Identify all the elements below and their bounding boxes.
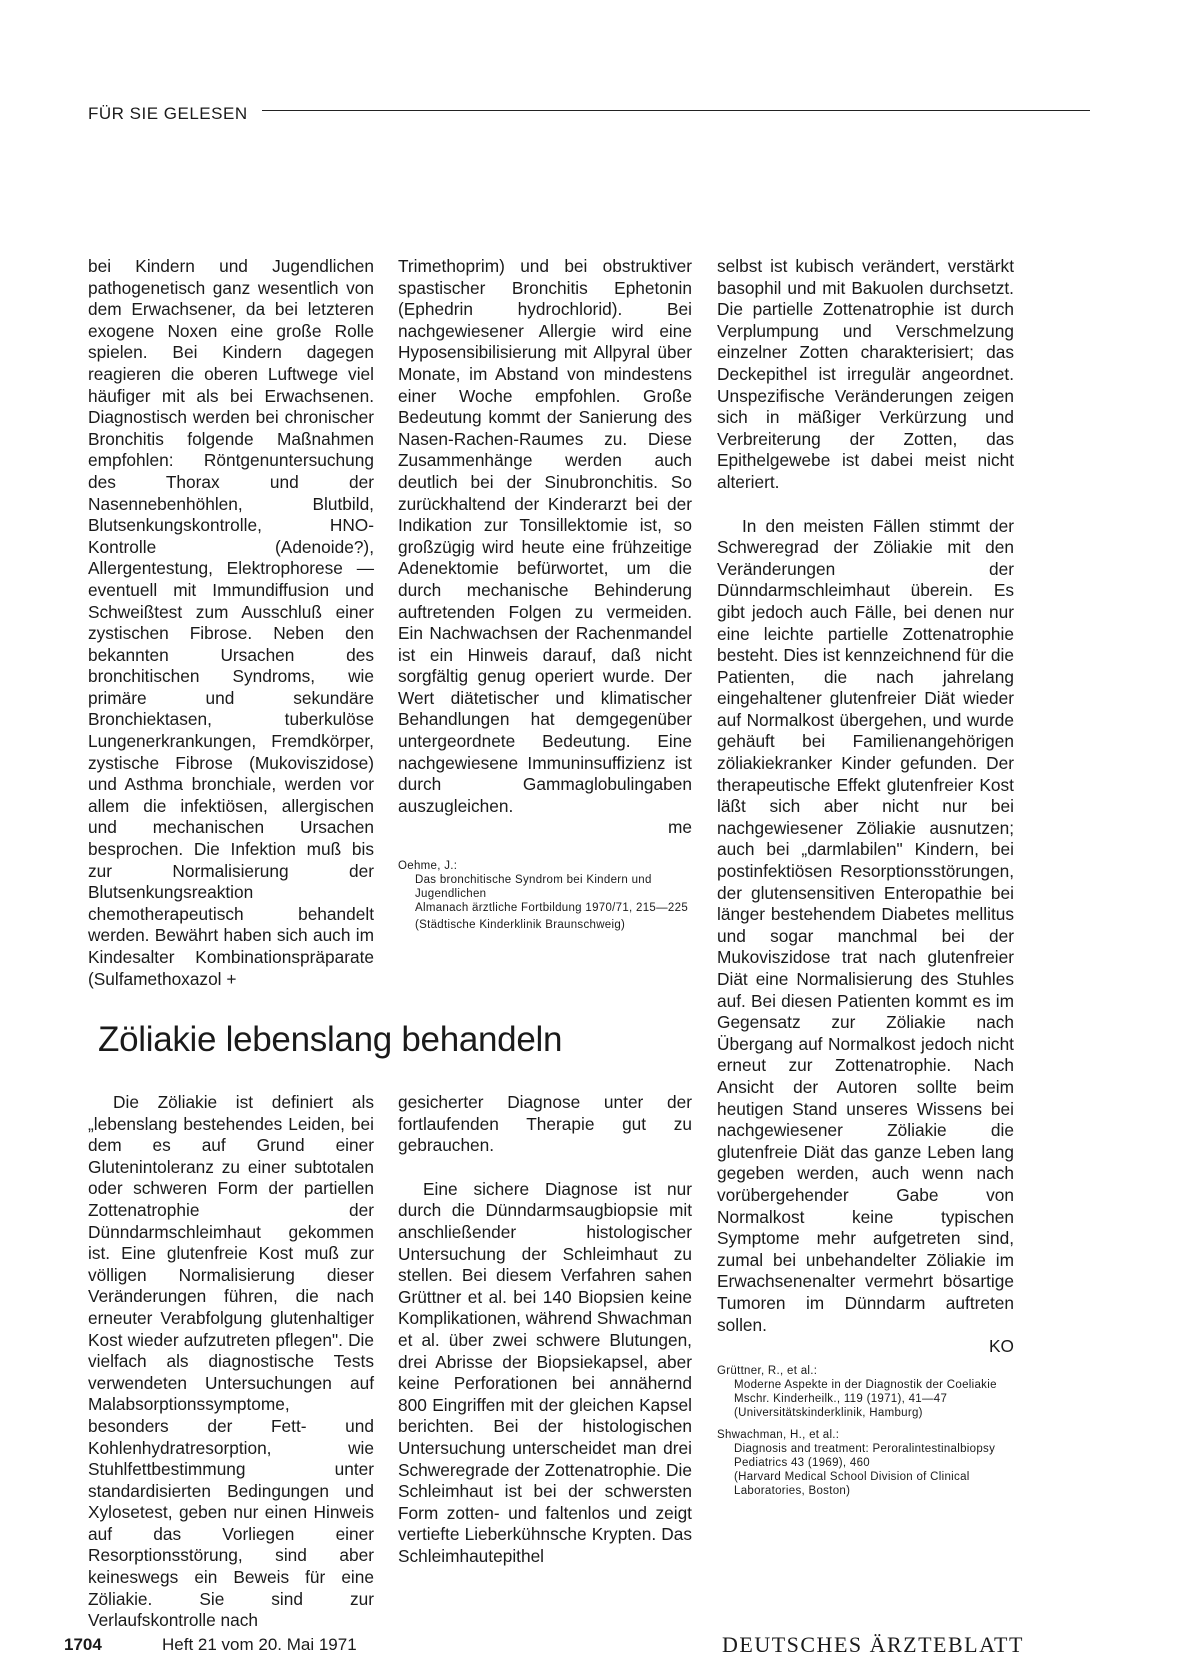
reference-institution: (Universitätskinderklinik, Hamburg) [734, 1406, 923, 1419]
article2-col2-text-2: Eine sichere Diagnose ist nur durch die Dünndarmsaugbiopsie mit anschließender histologischer Untersuchung der Schleimhaut zu stellen. Bei diesem Verfahren sahen Grüttner et al. bei 140 Biopsien keine Komplikationen, während Shwachman et al. über zwei schwere Blutungen, drei Abrisse der Biopsiekapsel, aber keine Perforationen bei annähernd 800 Eingriffen mit der gleichen Kapsel berichten. Bei der histologischen Untersuchung unterscheidet man drei Schweregrade der Zottenatrophie. Die Schleimhaut ist bei der schwersten Form zotten- und faltenlos und zeigt vertiefte Lieberkühnsche Krypten. Das Schleimhautepithel [398, 1178, 692, 1566]
reference-gruettner [717, 1364, 1014, 1420]
article2-signature: KO [989, 1336, 1014, 1357]
col3-main-text [717, 516, 1014, 1358]
reference-institution: (Harvard Medical School Division of Clinical Laboratories, Boston) [734, 1470, 970, 1497]
article2-col2-text-1: gesicherter Diagnose unter der fortlaufenden Therapie gut zu gebrauchen. [398, 1092, 692, 1156]
article1-column-1 [88, 256, 374, 990]
page-number: 1704 [64, 1635, 102, 1654]
column-3 [717, 256, 1014, 1498]
header-rule [262, 110, 1090, 111]
col3-main-body: In den meisten Fällen stimmt der Schweregrad der Zöliakie mit den Veränderungen der Dünndarmschleimhaut überein. Es gibt jedoch auch Fälle, bei denen nur eine leichte partielle Zottenatrophie besteht. Dies ist kennzeichnend für die Patienten, die nach jahrelang eingehaltener glutenfreier Diät wieder auf Normalkost übergehen, und wurde gehäuft bei Familienangehörigen zöliakiekranker Kinder gefunden. Der therapeutische Effekt glutenfreier Kost läßt sich aber nicht nur bei nachgewiesener Zöliakie ausnutzen; auch bei „darmlabilen" Kindern, bei postinfektiösen Resorptionsstörungen, der glutensensitiven Enteropathie bei länger bestehendem Diabetes mellitus und sogar manchmal bei der Mukoviszidose trat nach glutenfreier Diät eine Normalisierung des Stuhles auf. Bei diesen Patienten kommt es im Gegensatz zur Zöliakie nach Übergang auf Normalkost jedoch nicht erneut zur Zottenatrophie. Nach Ansicht der Autoren sollte beim heutigen Stand unseres Wissens bei nachgewiesener Zöliakie die glutenfreie Diät das ganze Leben lang gegeben werden, auch wenn nach vorübergehender Gabe von Normalkost keine typischen Symptome mehr aufgetreten sind, zumal bei unbehandelter Zöliakie im Erwachsenenalter vermehrt bösartige Tumoren im Dünndarm auftreten sollen. [717, 515, 1014, 1335]
reference-source: Mschr. Kinderheilk., 119 (1971), 41—47 [734, 1392, 948, 1405]
section-header: FÜR SIE GELESEN [88, 104, 248, 123]
reference-title: Das bronchitische Syndrom bei Kindern und Jugendlichen [415, 874, 652, 901]
article1-col2-text [398, 256, 692, 839]
journal-name: DEUTSCHES ÄRZTEBLATT [722, 1632, 1024, 1657]
article2-column-2 [398, 1092, 692, 1567]
reference-source: Almanach ärztliche Fortbildung 1970/71, 215—225 [415, 902, 689, 915]
article1-col2-body: Trimethoprim) und bei obstruktiver spastischer Bronchitis Ephetonin (Ephedrin hydrochlorid). Bei nachgewiesener Allergie wird eine Hyposensibilisierung mit Allpyral über Monate, im Abstand von mindestens einer Woche empfohlen. Große Bedeutung kommt der Sanierung des Nasen-Rachen-Raumes zu. Diese Zusammenhänge werden auch deutlich bei der Sinubronchitis. So zurückhaltend der Kinderarzt bei der Indikation zur Tonsillektomie ist, so großzügig wird heute eine frühzeitige Adenektomie befürwortet, um die durch mechanische Behinderung auftretenden Folgen zu vermeiden. Ein Nachwachsen der Rachenmandel ist ein Hinweis darauf, daß nicht sorgfältig genug operiert wurde. Der Wert diätetischer und klimatischer Behandlungen hat demgegenüber untergeordnete Bedeutung. Eine nachgewiesene Immuninsuffizienz ist durch Gammaglobulingaben auszugleichen. [398, 256, 692, 816]
article1-reference [398, 859, 692, 932]
article2-column-1 [88, 1092, 374, 1632]
col3-top-text: selbst ist kubisch verändert, verstärkt basophil und mit Bakuolen durchsetzt. Die partielle Zottenatrophie ist durch Verplumpung und Verschmelzung einzelner Zotten charakterisiert; das Deckepithel ist irregulär angeordnet. Unspezifische Veränderungen zeigen sich in mäßiger Verkürzung und Verbreiterung der Zotten, das Epithelgewebe ist dabei meist nicht alteriert. [717, 256, 1014, 492]
article1-signature: me [667, 817, 692, 838]
reference-author: Oehme, J.: [398, 860, 458, 873]
article2-title: Zöliakie lebenslang behandeln [98, 1020, 563, 1059]
reference-title: Diagnosis and treatment: Peroralintestinalbiopsy [734, 1442, 996, 1455]
article1-column-2 [398, 256, 692, 932]
article2-col1-text: Die Zöliakie ist definiert als „lebenslang bestehendes Leiden, bei dem es auf Grund einer Glutenintoleranz zu einer subtotalen oder schweren Form der partiellen Zottenatrophie der Dünndarmschleimhaut gekommen ist. Eine glutenfreie Kost muß zur völligen Normalisierung dieser Veränderungen führen, die nach erneuter Verabfolgung glutenhaltiger Kost wieder aufzutreten pflegen". Die vielfach als diagnostische Tests verwendeten Untersuchungen auf Malabsorptionssymptome, besonders der Fett- und Kohlenhydratresorption, wie Stuhlfettbestimmung unter standardisierten Bedingungen und Xylosetest, geben nur einen Hinweis auf das Vorliegen einer Resorptionsstörung, sind aber keineswegs ein Beweis für eine Zöliakie. Sie sind zur Verlaufskontrolle nach [88, 1092, 374, 1631]
reference-institution: (Städtische Kinderklinik Braunschweig) [415, 919, 626, 932]
issue-info: Heft 21 vom 20. Mai 1971 [162, 1635, 357, 1654]
article2-references [717, 1364, 1014, 1498]
reference-title: Moderne Aspekte in der Diagnostik der Coeliakie [734, 1378, 997, 1391]
reference-author: Grüttner, R., et al.: [717, 1364, 818, 1377]
reference-source: Pediatrics 43 (1969), 460 [734, 1456, 870, 1469]
reference-shwachman [717, 1428, 1014, 1498]
article1-col1-text: bei Kindern und Jugendlichen pathogenetisch ganz wesentlich von dem Erwachsener, da bei letzteren exogene Noxen eine große Rolle spielen. Bei Kindern dagegen reagieren die oberen Luftwege viel häufiger mit als bei Erwachsenen. Diagnostisch werden bei chronischer Bronchitis folgende Maßnahmen empfohlen: Röntgenuntersuchung des Thorax und der Nasennebenhöhlen, Blutbild, Blutsenkungskontrolle, HNO-Kontrolle (Adenoide?), Allergentestung, Elektrophorese — eventuell mit Immundiffusion und Schweißtest zum Ausschluß einer zystischen Fibrose. Neben den bekannten Ursachen des bronchitischen Syndroms, wie primäre und sekundäre Bronchiektasen, tuberkulöse Lungenerkrankungen, Fremdkörper, zystische Fibrose (Mukoviszidose) und Asthma bronchiale, werden vor allem die infektiösen, allergischen und mechanischen Ursachen besprochen. Die Infektion muß bis zur Normalisierung der Blutsenkungsreaktion chemotherapeutisch behandelt werden. Bewährt haben sich auch im Kindesalter Kombinationspräparate (Sulfamethoxazol + [88, 256, 374, 989]
reference-author: Shwachman, H., et al.: [717, 1428, 840, 1441]
